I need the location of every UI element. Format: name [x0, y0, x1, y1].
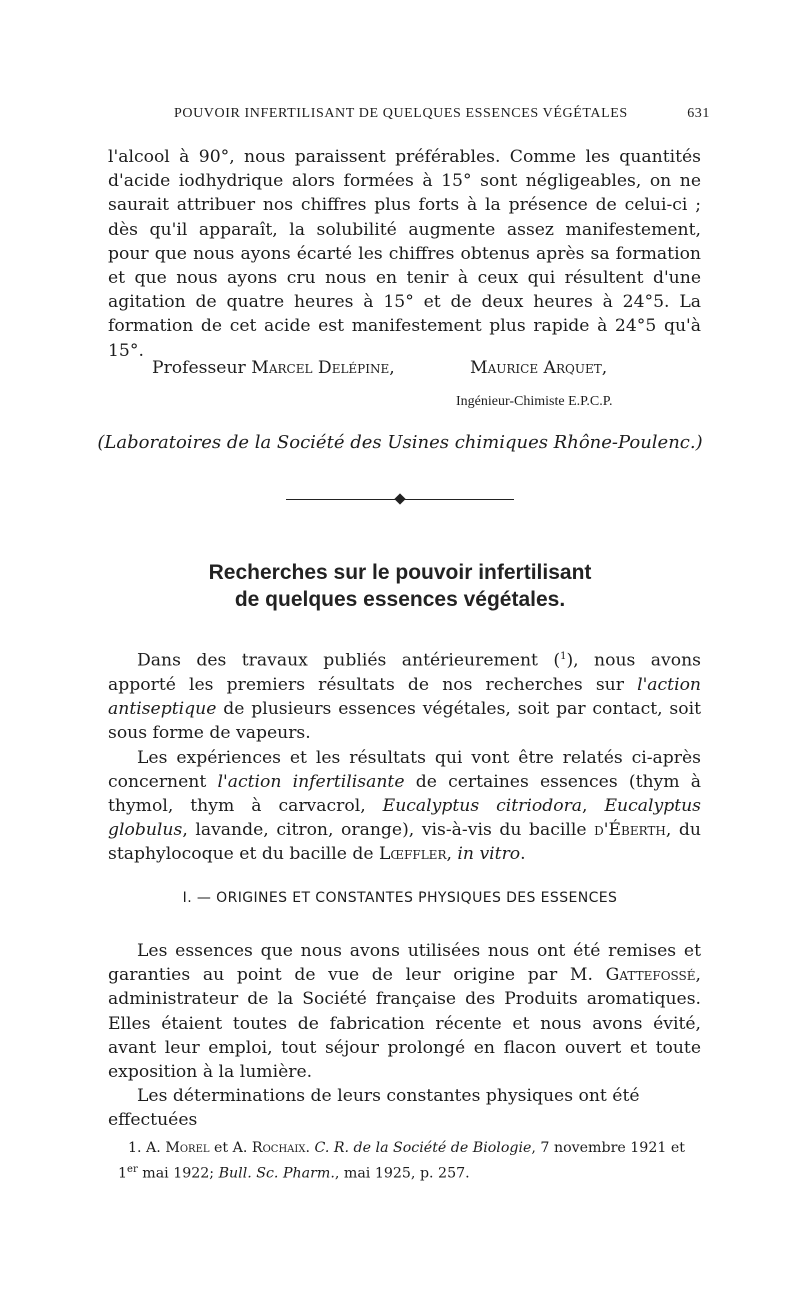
intro-paragraph: l'alcool à 90°, nous paraissent préférables. Comme les quantités d'acide iodhydrique alors formées à 15° sont négligeables, on ne saurait attribuer nos chiffres plus forts à la présence de celui-ci ; dès qu'il apparaît, la solubilité augmente assez manifestement, pour que nous ayons écarté les chiffres obtenus après sa formation et que nous ayons cru nous en tenir à ceux qui résultent d'une agitation de quatre heures à 15° et de deux heures à 24°5. La formation de cet acide est manifestement plus rapide à 24°5 qu'à 15°.	[108, 147, 701, 361]
article-title-line-2: de quelques essences végétales.	[234, 588, 566, 611]
emphasis: l'action antiseptique	[108, 674, 701, 720]
article-body	[108, 645, 701, 867]
paragraph-1: Dans des travaux publiés antérieurement ($^1$), nous avons apporté les premiers résultats de nos recherches sur l'action antiseptique de plusieurs essences végétales, soit par contact, soit sous forme de vapeurs.	[108, 650, 701, 744]
intro-section	[108, 145, 701, 363]
paragraph-2: Les expériences et les résultats qui vont être relatés ci-après concernent l'action infertilisante de certaines essences (thym à thymol, thym à carvacrol, Eucalyptus citriodora, Eucalyptus globulus, lavande, citron, orange), vis-à-vis du bacille d'Éberth, du staphylocoque et du bacille de Lœffler, in vitro.	[108, 747, 702, 865]
affiliation: (Laboratoires de la Société des Usines chimiques Rhône-Poulenc.)	[97, 432, 703, 453]
page-number: 631	[687, 106, 710, 121]
article-title	[0, 559, 800, 613]
footnote-ref: 1	[560, 651, 567, 662]
author-1-name: Marcel Delépine,	[251, 358, 395, 378]
running-title: POUVOIR INFERTILISANT DE QUELQUES ESSENCES VÉGÉTALES	[174, 106, 628, 121]
author-2-role: Ingénieur-Chimiste E.P.C.P.	[456, 394, 613, 409]
section-body	[108, 939, 701, 1133]
section-heading: I. — ORIGINES ET CONSTANTES PHYSIQUES DES ESSENCES	[182, 890, 618, 906]
paragraph-3: Les essences que nous avons utilisées nous ont été remises et garanties au point de vue de leur origine par M. Gattefossé, administrateur de la Société française des Produits aromatiques. Elles étaient toutes de fabrication récente et nous avons évité, avant leur emploi, tout séjour prolongé en flacon ouvert et toute exposition à la lumière.	[108, 941, 701, 1083]
running-header	[108, 106, 710, 130]
footnote: 1. A. Morel et A. Rochaix. C. R. de la Société de Biologie, 7 novembre 1921 et 1er mai 1922; Bull. Sc. Pharm., mai 1925, p. 257.	[118, 1140, 685, 1182]
separator-diamond-icon	[394, 493, 405, 504]
article-title-line-1: Recherches sur le pouvoir infertilisant	[208, 561, 592, 584]
author-2-name: Maurice Arquet,	[470, 358, 608, 378]
author-1: Professeur Marcel Delépine,	[152, 358, 395, 378]
paragraph-4: Les déterminations de leurs constantes physiques ont été effectuées	[108, 1086, 640, 1131]
